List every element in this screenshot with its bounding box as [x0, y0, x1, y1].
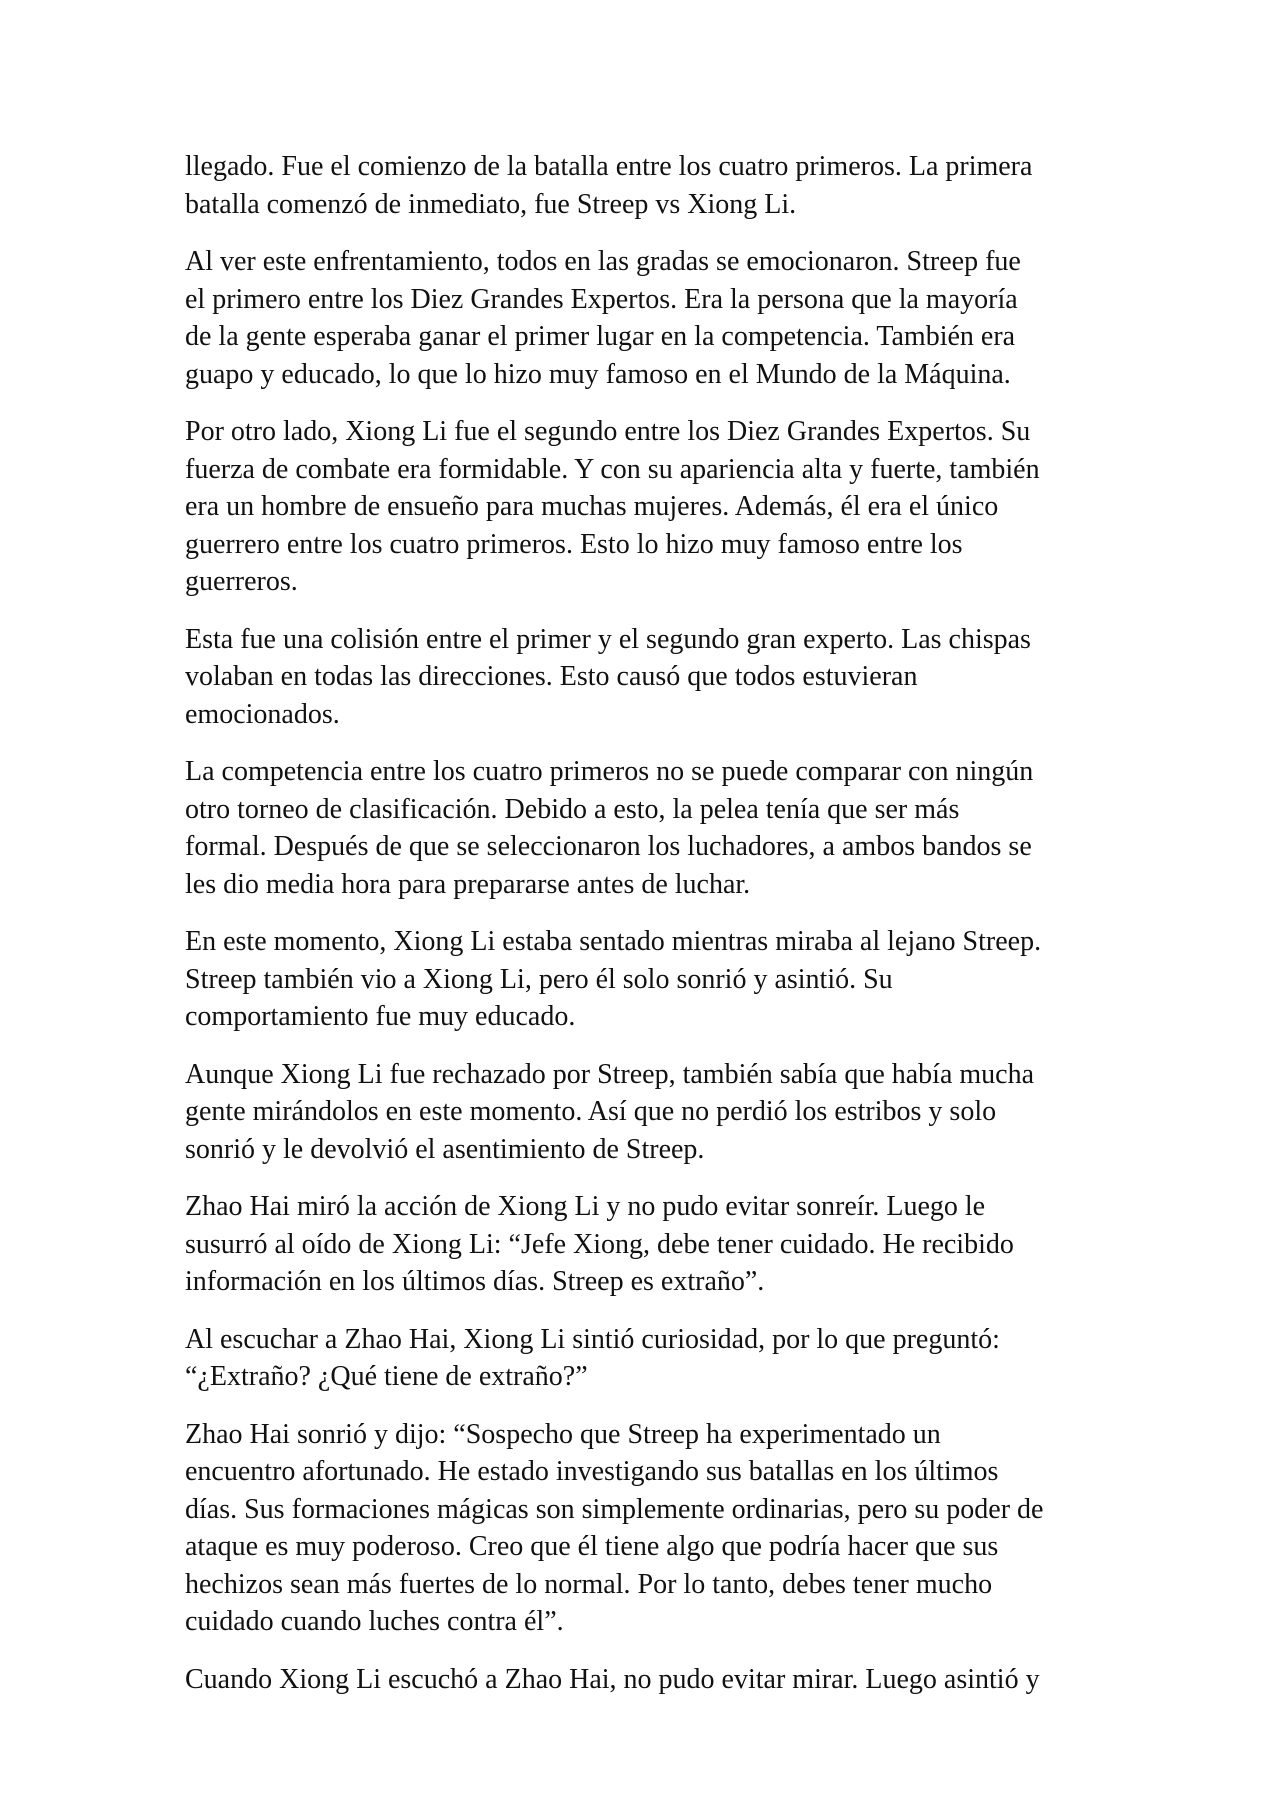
text-line: formal. Después de que se seleccionaron los luchadores, a ambos bandos se: [185, 831, 1032, 862]
text-line: encuentro afortunado. He estado investigando sus batallas en los últimos: [185, 1456, 999, 1487]
text-line: Al escuchar a Zhao Hai, Xiong Li sintió curiosidad, por lo que preguntó:: [185, 1323, 1000, 1355]
text-line: comportamiento fue muy educado.: [185, 1001, 576, 1032]
text-line: otro torneo de clasificación. Debido a esto, la pelea tenía que ser más: [185, 793, 960, 825]
body-text: [185, 148, 1105, 1718]
text-line: les dio media hora para prepararse antes de luchar.: [185, 868, 751, 900]
text-line: sonrió y le devolvió el asentimiento de Streep.: [185, 1133, 705, 1165]
text-line: llegado. Fue el comienzo de la batalla entre los cuatro primeros. La primera: [185, 151, 1033, 182]
paragraph: [185, 148, 1105, 223]
text-line: de la gente esperaba ganar el primer lugar en la competencia. También era: [185, 321, 1016, 352]
text-line: el primero entre los Diez Grandes Expertos. Era la persona que la mayoría: [185, 283, 1018, 315]
text-line: “¿Extraño? ¿Qué tiene de extraño?”: [185, 1361, 588, 1392]
text-line: Al ver este enfrentamiento, todos en las gradas se emocionaron. Streep fue: [185, 246, 1021, 277]
text-line: batalla comenzó de inmediato, fue Streep vs Xiong Li.: [185, 188, 797, 220]
paragraph: [185, 753, 1105, 903]
text-line: guerrero entre los cuatro primeros. Esto lo hizo muy famoso entre los: [185, 528, 963, 560]
text-line: Streep también vio a Xiong Li, pero él solo sonrió y asintió. Su: [185, 963, 893, 995]
text-line: La competencia entre los cuatro primeros no se puede comparar con ningún: [185, 756, 1034, 787]
text-line: era un hombre de ensueño para muchas mujeres. Además, él era el único: [185, 491, 999, 522]
paragraph: [185, 923, 1105, 1036]
text-line: guapo y educado, lo que lo hizo muy famoso en el Mundo de la Máquina.: [185, 358, 1011, 390]
text-line: volaban en todas las direcciones. Esto causó que todos estuvieran: [185, 661, 918, 692]
text-line: emocionados.: [185, 698, 340, 730]
paragraph: [185, 1188, 1105, 1301]
paragraph: [185, 621, 1105, 734]
text-line: Esta fue una colisión entre el primer y el segundo gran experto. Las chispas: [185, 623, 1031, 655]
text-line: gente mirándolos en este momento. Así que no perdió los estribos y solo: [185, 1096, 997, 1127]
text-line: ataque es muy poderoso. Creo que él tiene algo que podría hacer que sus: [185, 1531, 999, 1562]
text-line: guerreros.: [185, 566, 298, 597]
text-line: fuerza de combate era formidable. Y con su apariencia alta y fuerte, también: [185, 453, 1040, 485]
text-line: Cuando Xiong Li escuchó a Zhao Hai, no pudo evitar mirar. Luego asintió y: [185, 1663, 1040, 1695]
text-line: días. Sus formaciones mágicas son simplemente ordinarias, pero su poder de: [185, 1493, 1044, 1525]
text-line: hechizos sean más fuertes de lo normal. Por lo tanto, debes tener mucho: [185, 1568, 993, 1600]
text-line: Zhao Hai miró la acción de Xiong Li y no pudo evitar sonreír. Luego le: [185, 1191, 986, 1222]
text-line: susurró al oído de Xiong Li: “Jefe Xiong, debe tener cuidado. He recibido: [185, 1228, 1014, 1260]
text-line: En este momento, Xiong Li estaba sentado mientras miraba al lejano Streep.: [185, 926, 1042, 957]
paragraph: [185, 1321, 1105, 1396]
text-line: Por otro lado, Xiong Li fue el segundo entre los Diez Grandes Expertos. Su: [185, 416, 1031, 447]
text-line: cuidado cuando luches contra él”.: [185, 1606, 564, 1637]
text-line: Zhao Hai sonrió y dijo: “Sospecho que Streep ha experimentado un: [185, 1418, 941, 1450]
paragraph: [185, 243, 1105, 393]
paragraph: [185, 1416, 1105, 1641]
paragraph: [185, 413, 1105, 601]
paragraph: [185, 1661, 1105, 1699]
text-line: información en los últimos días. Streep es extraño”.: [185, 1266, 765, 1297]
text-line: Aunque Xiong Li fue rechazado por Streep, también sabía que había mucha: [185, 1058, 1035, 1090]
paragraph: [185, 1056, 1105, 1169]
